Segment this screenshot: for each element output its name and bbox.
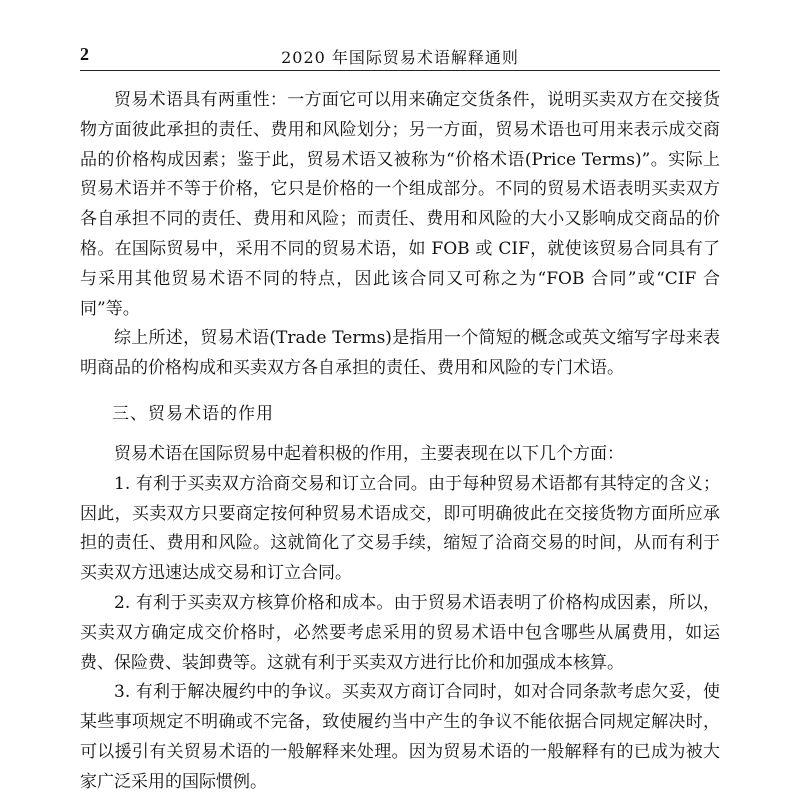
- list-item-point-2: 2. 有利于买卖双方核算价格和成本。由于贸易术语表明了价格构成因素，所以，买卖双方确定成交价格时，必然要考虑采用的贸易术语中包含哪些从属费用，如运费、保险费、装卸费等。这就有利于买卖双方进行比价和加强成本核算。: [80, 592, 720, 673]
- running-title: 2020 年国际贸易术语解释通则: [281, 48, 519, 67]
- paragraph-summary: 综上所述，贸易术语(Trade Terms)是指用一个简短的概念或英文缩写字母来表明商品的价格构成和买卖双方各自承担的责任、费用和风险的专门术语。: [80, 328, 720, 379]
- page-header: [80, 40, 720, 72]
- header-rule: [80, 70, 720, 71]
- section-heading: 三、贸易术语的作用: [112, 403, 274, 424]
- list-item-point-1: 1. 有利于买卖双方洽商交易和订立合同。由于每种贸易术语都有其特定的含义；因此，买卖双方只要商定按何种贸易术语成交，即可明确彼此在交接货物方面所应承担的责任、费用和风险。这就简化了交易手续，缩短了洽商交易的时间，从而有利于买卖双方迅速达成交易和订立合同。: [80, 473, 720, 584]
- list-item-point-3: 3. 有利于解决履约中的争议。买卖双方商订合同时，如对合同条款考虑欠妥，使某些事项规定不明确或不完备，致使履约当中产生的争议不能依据合同规定解决时，可以援引有关贸易术语的一般解释来处理。因为贸易术语的一般解释有的已成为被大家广泛采用的国际惯例。: [80, 682, 720, 792]
- paragraph-duality: 贸易术语具有两重性：一方面它可以用来确定交货条件，说明买卖双方在交接货物方面彼此承担的责任、费用和风险划分；另一方面，贸易术语也可用来表示成交商品的价格构成因素；鉴于此，贸易术语又被称为“价格术语(Price Terms)”。实际上贸易术语并不等于价格，它只是价格的一个组成部分。不同的贸易术语表明买卖双方各自承担不同的责任、费用和风险；而责任、费用和风险的大小又影响成交商品的价格。在国际贸易中，采用不同的贸易术语，如 FOB 或 CIF，就使该贸易合同具有了与采用其他贸易术语不同的特点，因此该合同又可称之为“FOB 合同”或“CIF 合同”等。: [80, 90, 720, 319]
- page-number: 2: [80, 44, 89, 64]
- paragraph-intro: 贸易术语在国际贸易中起着积极的作用，主要表现在以下几个方面：: [114, 443, 624, 464]
- cut-off-text-line: [80, 790, 720, 800]
- page-body: [80, 86, 720, 798]
